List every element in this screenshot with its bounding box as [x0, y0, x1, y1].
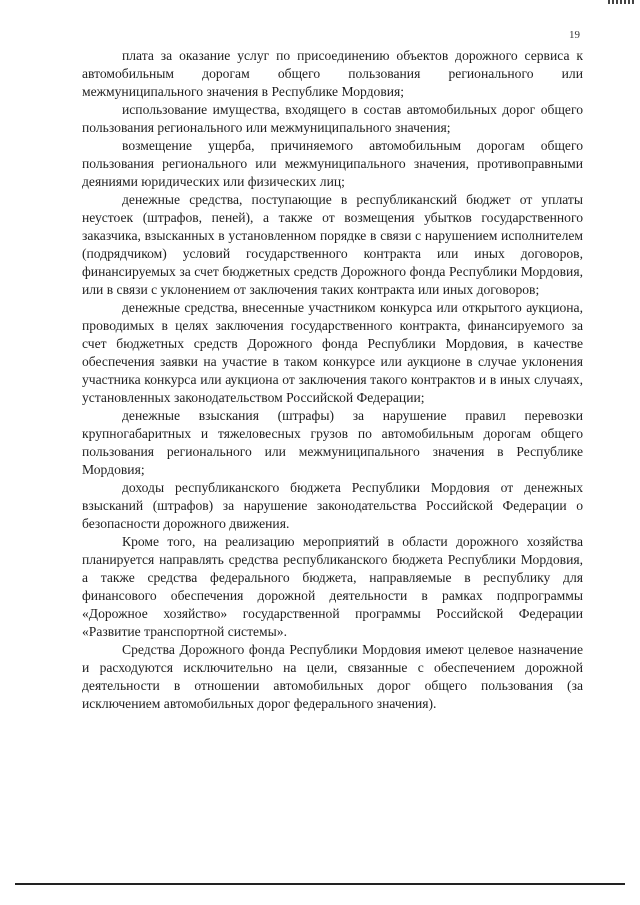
paragraph-cargo-fines: денежные взыскания (штрафы) за нарушение правил перевозки крупногабаритных и тяжеловесных грузов по автомобильным дорогам общего пользования регионального или межмуниципального значения в Республике Мордовия; [82, 408, 583, 477]
paragraph-property-use: использование имущества, входящего в состав автомобильных дорог общего пользования регионального или межмуниципального значения; [82, 102, 583, 135]
paragraph-additional-funding: Кроме того, на реализацию мероприятий в области дорожного хозяйства планируется направлять средства республиканского бюджета Республики Мордовия, а также средства федерального бюджета, направляемые в республику для финансового обеспечения дорожной деятельности в рамках подпрограммы «Дорожное хозяйство» государственной программы Российской Федерации «Развитие транспортной системы». [82, 534, 583, 639]
paragraph-auction-deposits: денежные средства, внесенные участником конкурса или открытого аукциона, проводимых в целях заключения государственного контракта, финансируемого за счет бюджетных средств Дорожного фонда Республики Мордовия, в качестве обеспечения заявки на участие в таком конкурсе или аукционе в случае уклонения участника конкурса или аукциона от заключения такого контрактов и в иных случаях, установленных законодательством Российской Федерации; [82, 300, 583, 405]
document-body [82, 47, 583, 713]
paragraph-damage-compensation: возмещение ущерба, причиняемого автомобильным дорогам общего пользования регионального или межмуниципального значения, противоправными деяниями юридических или физических лиц; [82, 138, 583, 189]
page-number: 19 [569, 29, 580, 41]
paragraph-service-connection-fee: плата за оказание услуг по присоединению объектов дорожного сервиса к автомобильным дорогам общего пользования регионального или межмуниципального значения в Республике Мордовия; [82, 48, 583, 99]
paragraph-fund-purpose: Средства Дорожного фонда Республики Мордовия имеют целевое назначение и расходуются исключительно на цели, связанные с обеспечением дорожной деятельности в отношении автомобильных дорог общего пользования (за исключением автомобильных дорог федерального значения). [82, 642, 583, 711]
paragraph-penalties-funds: денежные средства, поступающие в республиканский бюджет от уплаты неустоек (штрафов, пеней), а также от возмещения убытков государственного заказчика, взысканных в установленном порядке в связи с нарушением исполнителем (подрядчиком) условий государственного контракта или иных договоров, финансируемых за счет бюджетных средств Дорожного фонда Республики Мордовия, или в связи с уклонением от заключения таких контракта или иных договоров; [82, 192, 583, 297]
scan-corner-artifact [608, 0, 636, 4]
paragraph-traffic-fines: доходы республиканского бюджета Республики Мордовия от денежных взысканий (штрафов) за нарушение законодательства Российской Федерации о безопасности дорожного движения. [82, 480, 583, 531]
scan-bottom-edge [15, 883, 625, 885]
